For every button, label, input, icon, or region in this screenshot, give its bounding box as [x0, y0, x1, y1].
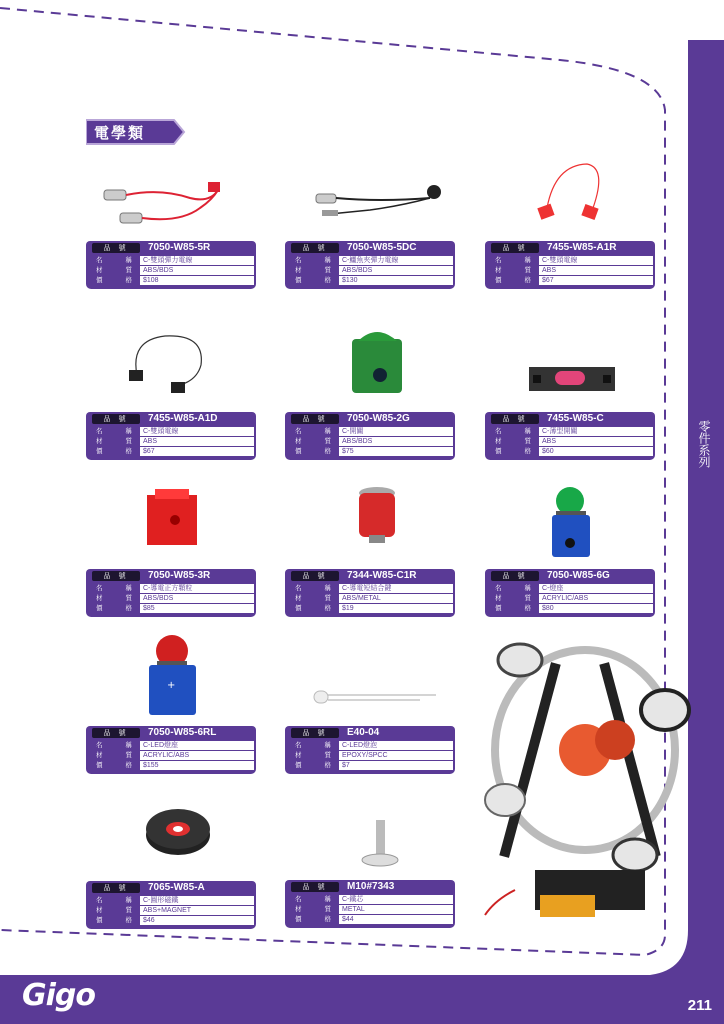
- price-label-char: 格: [324, 276, 331, 284]
- product-material: ABS/BDS: [140, 594, 254, 603]
- product-card-header: [86, 241, 256, 255]
- product-card: [285, 569, 455, 617]
- material-row: [287, 594, 453, 603]
- price-label-char: 價: [495, 604, 502, 612]
- ferris-wheel-model-image: [475, 630, 700, 960]
- product-code: 7455-W85-A1R: [547, 242, 617, 253]
- price-row: [487, 276, 653, 285]
- product-card: [86, 241, 256, 289]
- name-row: [287, 427, 453, 436]
- product-material: ABS/BDS: [339, 266, 453, 275]
- code-label: 品 號: [291, 243, 339, 253]
- material-label-char: 材: [96, 266, 103, 274]
- material-row: [88, 594, 254, 603]
- name-label: [88, 896, 140, 905]
- price-label-char: 格: [125, 276, 132, 284]
- name-label-char: 稱: [324, 895, 331, 903]
- material-row: [88, 266, 254, 275]
- price-label-char: 價: [295, 604, 302, 612]
- product-price: $67: [539, 276, 653, 285]
- name-label-char: 名: [295, 895, 302, 903]
- price-row: [487, 604, 653, 613]
- product-card-body: [86, 583, 256, 617]
- green-lamp-holder-icon: [548, 485, 593, 560]
- product-material: METAL: [339, 905, 453, 914]
- code-label: 品 號: [491, 571, 539, 581]
- material-label-char: 質: [125, 437, 132, 445]
- material-row: [88, 437, 254, 446]
- name-label-char: 名: [96, 896, 103, 904]
- product-material: ABS: [140, 437, 254, 446]
- material-label: [287, 437, 339, 446]
- price-label: [287, 604, 339, 613]
- red-connector-icon: [355, 485, 400, 545]
- name-label-char: 稱: [125, 427, 132, 435]
- product-name: C-鐵芯: [339, 895, 453, 904]
- material-label-char: 材: [295, 594, 302, 602]
- price-label-char: 價: [295, 915, 302, 923]
- product-card-body: [285, 255, 455, 289]
- product-card: [485, 241, 655, 289]
- product-material: ABS/BDS: [339, 437, 453, 446]
- price-row: [287, 447, 453, 456]
- product-code: E40-04: [347, 727, 380, 738]
- product-price: $80: [539, 604, 653, 613]
- product-card-body: [285, 426, 455, 460]
- product-name: C-LED燈泡: [339, 741, 453, 750]
- product-card: [285, 726, 455, 774]
- code-label: 品 號: [491, 243, 539, 253]
- product-card-body: [285, 740, 455, 774]
- name-label-char: 稱: [125, 256, 132, 264]
- alligator-clip-cable-icon: [310, 180, 450, 225]
- price-label-char: 格: [324, 915, 331, 923]
- price-label-char: 價: [96, 604, 103, 612]
- name-label-char: 名: [96, 256, 103, 264]
- product-card: [86, 569, 256, 617]
- product-card: [285, 241, 455, 289]
- price-label-char: 價: [495, 276, 502, 284]
- price-label: [487, 447, 539, 456]
- product-code: 7050-W85-2G: [347, 413, 410, 424]
- side-tab-label: 零件系列: [697, 420, 711, 468]
- product-price: $60: [539, 447, 653, 456]
- code-label: 品 號: [291, 728, 339, 738]
- page-number: 211: [687, 997, 712, 1014]
- material-label-char: 質: [324, 751, 331, 759]
- product-card-body: [86, 895, 256, 929]
- name-label-char: 名: [495, 256, 502, 264]
- product-code: 7050-W85-6RL: [148, 727, 217, 738]
- price-label-char: 價: [495, 447, 502, 455]
- price-label: [487, 276, 539, 285]
- name-label-char: 稱: [125, 584, 132, 592]
- price-row: [88, 761, 254, 770]
- material-row: [487, 594, 653, 603]
- price-label-char: 價: [295, 761, 302, 769]
- product-name: C-開關: [339, 427, 453, 436]
- name-label: [287, 895, 339, 904]
- price-label: [88, 604, 140, 613]
- name-label: [487, 584, 539, 593]
- code-label: 品 號: [291, 571, 339, 581]
- price-row: [287, 276, 453, 285]
- material-label-char: 質: [524, 594, 531, 602]
- led-bulb-icon: [310, 685, 440, 715]
- product-material: ABS: [539, 266, 653, 275]
- material-label: [487, 594, 539, 603]
- material-row: [487, 266, 653, 275]
- price-row: [88, 447, 254, 456]
- product-name: C-雙頭電線: [539, 256, 653, 265]
- material-label-char: 材: [295, 751, 302, 759]
- name-label: [287, 256, 339, 265]
- product-card-body: [485, 583, 655, 617]
- green-switch-icon: [350, 323, 405, 395]
- category-label: 電學類: [94, 124, 146, 142]
- price-label-char: 價: [96, 761, 103, 769]
- product-card-header: [86, 726, 256, 740]
- name-label-char: 名: [295, 427, 302, 435]
- name-label: [287, 741, 339, 750]
- material-label-char: 質: [524, 437, 531, 445]
- red-cube-icon: [145, 487, 200, 547]
- product-card-header: [485, 569, 655, 583]
- name-label-char: 名: [96, 741, 103, 749]
- code-label: 品 號: [92, 414, 140, 424]
- material-row: [487, 437, 653, 446]
- price-label-char: 格: [125, 916, 132, 924]
- material-row: [287, 905, 453, 914]
- product-price: $108: [140, 276, 254, 285]
- product-code: 7065-W85-A: [148, 882, 205, 893]
- product-card-header: [485, 412, 655, 426]
- price-label: [88, 447, 140, 456]
- product-card-body: [86, 426, 256, 460]
- price-label-char: 價: [96, 276, 103, 284]
- product-card: [485, 412, 655, 460]
- product-price: $19: [339, 604, 453, 613]
- material-label-char: 質: [125, 751, 132, 759]
- product-card-header: [285, 726, 455, 740]
- code-label: 品 號: [92, 243, 140, 253]
- name-row: [487, 584, 653, 593]
- material-label-char: 材: [495, 437, 502, 445]
- red-led-holder-icon: [145, 633, 200, 718]
- name-row: [88, 741, 254, 750]
- name-label: [88, 256, 140, 265]
- product-price: $85: [140, 604, 254, 613]
- name-row: [487, 427, 653, 436]
- product-card-header: [285, 412, 455, 426]
- category-tag: [86, 118, 186, 146]
- product-price: $155: [140, 761, 254, 770]
- price-label: [287, 915, 339, 924]
- name-label-char: 稱: [125, 741, 132, 749]
- product-card-body: [285, 583, 455, 617]
- product-name: C-圓形磁鐵: [140, 896, 254, 905]
- name-label-char: 名: [495, 584, 502, 592]
- product-card-header: [86, 569, 256, 583]
- price-label-char: 價: [295, 276, 302, 284]
- material-label: [287, 266, 339, 275]
- price-label-char: 格: [524, 604, 531, 612]
- material-label: [287, 594, 339, 603]
- product-material: ACRYLIC/ABS: [539, 594, 653, 603]
- brand-logo-footer: Gigo: [22, 978, 95, 1013]
- price-label: [88, 761, 140, 770]
- product-name: C-燈座: [539, 584, 653, 593]
- product-name: C-薄型開關: [539, 427, 653, 436]
- code-label: 品 號: [291, 882, 339, 892]
- product-card: [86, 726, 256, 774]
- product-card-header: [485, 241, 655, 255]
- material-label-char: 質: [324, 266, 331, 274]
- price-label-char: 格: [125, 447, 132, 455]
- name-row: [487, 256, 653, 265]
- price-label-char: 格: [125, 604, 132, 612]
- name-label: [487, 256, 539, 265]
- material-row: [88, 906, 254, 915]
- material-label-char: 材: [495, 266, 502, 274]
- name-label-char: 名: [295, 584, 302, 592]
- product-card: [86, 412, 256, 460]
- svg-text:+: +: [167, 680, 176, 691]
- price-label-char: 格: [324, 447, 331, 455]
- black-double-wire-icon: [125, 330, 215, 395]
- name-row: [287, 256, 453, 265]
- code-label: 品 號: [291, 414, 339, 424]
- price-label: [287, 447, 339, 456]
- product-card-header: [285, 880, 455, 894]
- price-label-char: 格: [125, 761, 132, 769]
- product-card: [285, 880, 455, 928]
- product-price: $75: [339, 447, 453, 456]
- product-name: C-LED燈座: [140, 741, 254, 750]
- name-label: [88, 584, 140, 593]
- product-card: [86, 881, 256, 929]
- material-label: [287, 751, 339, 760]
- product-price: $67: [140, 447, 254, 456]
- material-label-char: 質: [324, 594, 331, 602]
- material-label: [487, 266, 539, 275]
- code-label: 品 號: [92, 883, 140, 893]
- spring-cable-red-icon: [100, 178, 230, 233]
- product-material: ABS: [539, 437, 653, 446]
- code-label: 品 號: [92, 728, 140, 738]
- material-label-char: 材: [96, 751, 103, 759]
- material-label: [88, 751, 140, 760]
- product-card-header: [86, 412, 256, 426]
- product-card-header: [285, 241, 455, 255]
- brand-logo: Gigo: [635, 12, 708, 47]
- price-label: [287, 761, 339, 770]
- product-name: C-雙頭彈力電線: [140, 256, 254, 265]
- price-row: [287, 761, 453, 770]
- iron-core-icon: [358, 818, 403, 873]
- material-label-char: 質: [125, 266, 132, 274]
- product-code: M10#7343: [347, 881, 395, 892]
- material-label-char: 質: [324, 437, 331, 445]
- product-code: 7455-W85-A1D: [148, 413, 218, 424]
- price-label-char: 價: [96, 447, 103, 455]
- name-row: [88, 427, 254, 436]
- name-row: [287, 895, 453, 904]
- product-code: 7344-W85-C1R: [347, 570, 417, 581]
- product-name: C-雙頭電線: [140, 427, 254, 436]
- name-label: [287, 584, 339, 593]
- material-row: [287, 437, 453, 446]
- material-label-char: 材: [295, 266, 302, 274]
- material-label-char: 質: [324, 905, 331, 913]
- product-price: $44: [339, 915, 453, 924]
- price-row: [287, 604, 453, 613]
- thin-switch-icon: [527, 365, 617, 393]
- material-label: [88, 266, 140, 275]
- price-label-char: 格: [324, 761, 331, 769]
- product-card: [285, 412, 455, 460]
- name-label: [487, 427, 539, 436]
- product-price: $46: [140, 916, 254, 925]
- product-code: 7050-W85-5R: [148, 242, 211, 253]
- price-row: [88, 604, 254, 613]
- material-label-char: 質: [524, 266, 531, 274]
- name-label: [88, 741, 140, 750]
- product-price: $7: [339, 761, 453, 770]
- round-magnet-icon: [143, 803, 213, 858]
- name-label-char: 稱: [524, 427, 531, 435]
- name-label-char: 稱: [524, 584, 531, 592]
- material-label-char: 材: [295, 905, 302, 913]
- price-row: [88, 916, 254, 925]
- price-label: [287, 276, 339, 285]
- product-card-body: [86, 255, 256, 289]
- name-label-char: 稱: [524, 256, 531, 264]
- product-code: 7050-W85-3R: [148, 570, 211, 581]
- price-label-char: 格: [524, 276, 531, 284]
- product-code: 7455-W85-C: [547, 413, 604, 424]
- name-label: [287, 427, 339, 436]
- material-label-char: 材: [495, 594, 502, 602]
- price-label-char: 價: [295, 447, 302, 455]
- product-material: ABS/METAL: [339, 594, 453, 603]
- name-label-char: 稱: [324, 427, 331, 435]
- material-label-char: 材: [96, 437, 103, 445]
- name-label-char: 稱: [125, 896, 132, 904]
- material-label: [487, 437, 539, 446]
- product-price: $130: [339, 276, 453, 285]
- code-label: 品 號: [491, 414, 539, 424]
- product-name: C-導電正方顆粒: [140, 584, 254, 593]
- product-card-body: [485, 255, 655, 289]
- name-row: [88, 896, 254, 905]
- name-label-char: 名: [96, 427, 103, 435]
- price-label: [88, 916, 140, 925]
- name-row: [287, 584, 453, 593]
- price-label: [88, 276, 140, 285]
- product-card-body: [485, 426, 655, 460]
- red-double-wire-icon: [535, 160, 615, 225]
- name-label: [88, 427, 140, 436]
- product-card-header: [285, 569, 455, 583]
- material-row: [88, 751, 254, 760]
- product-material: EPOXY/SPCC: [339, 751, 453, 760]
- product-material: ABS/BDS: [140, 266, 254, 275]
- price-label-char: 格: [324, 604, 331, 612]
- name-row: [88, 256, 254, 265]
- price-label-char: 價: [96, 916, 103, 924]
- name-label-char: 稱: [324, 256, 331, 264]
- product-card: [485, 569, 655, 617]
- name-label-char: 名: [495, 427, 502, 435]
- product-material: ACRYLIC/ABS: [140, 751, 254, 760]
- material-row: [287, 266, 453, 275]
- material-label: [88, 437, 140, 446]
- name-label-char: 名: [96, 584, 103, 592]
- price-row: [487, 447, 653, 456]
- name-label-char: 稱: [324, 584, 331, 592]
- price-row: [88, 276, 254, 285]
- product-name: C-導電短結合鍵: [339, 584, 453, 593]
- name-label-char: 名: [295, 256, 302, 264]
- material-label-char: 質: [125, 594, 132, 602]
- material-label: [88, 594, 140, 603]
- material-label-char: 材: [295, 437, 302, 445]
- material-label-char: 材: [96, 594, 103, 602]
- code-label: 品 號: [92, 571, 140, 581]
- product-name: C-鱷魚夾彈力電線: [339, 256, 453, 265]
- material-label: [287, 905, 339, 914]
- material-label: [88, 906, 140, 915]
- price-label-char: 格: [524, 447, 531, 455]
- product-code: 7050-W85-5DC: [347, 242, 417, 253]
- material-row: [287, 751, 453, 760]
- product-card-header: [86, 881, 256, 895]
- name-row: [287, 741, 453, 750]
- product-card-body: [285, 894, 455, 928]
- name-label-char: 名: [295, 741, 302, 749]
- name-row: [88, 584, 254, 593]
- product-code: 7050-W85-6G: [547, 570, 610, 581]
- price-label: [487, 604, 539, 613]
- price-row: [287, 915, 453, 924]
- product-material: ABS+MAGNET: [140, 906, 254, 915]
- material-label-char: 質: [125, 906, 132, 914]
- name-label-char: 稱: [324, 741, 331, 749]
- product-card-body: [86, 740, 256, 774]
- material-label-char: 材: [96, 906, 103, 914]
